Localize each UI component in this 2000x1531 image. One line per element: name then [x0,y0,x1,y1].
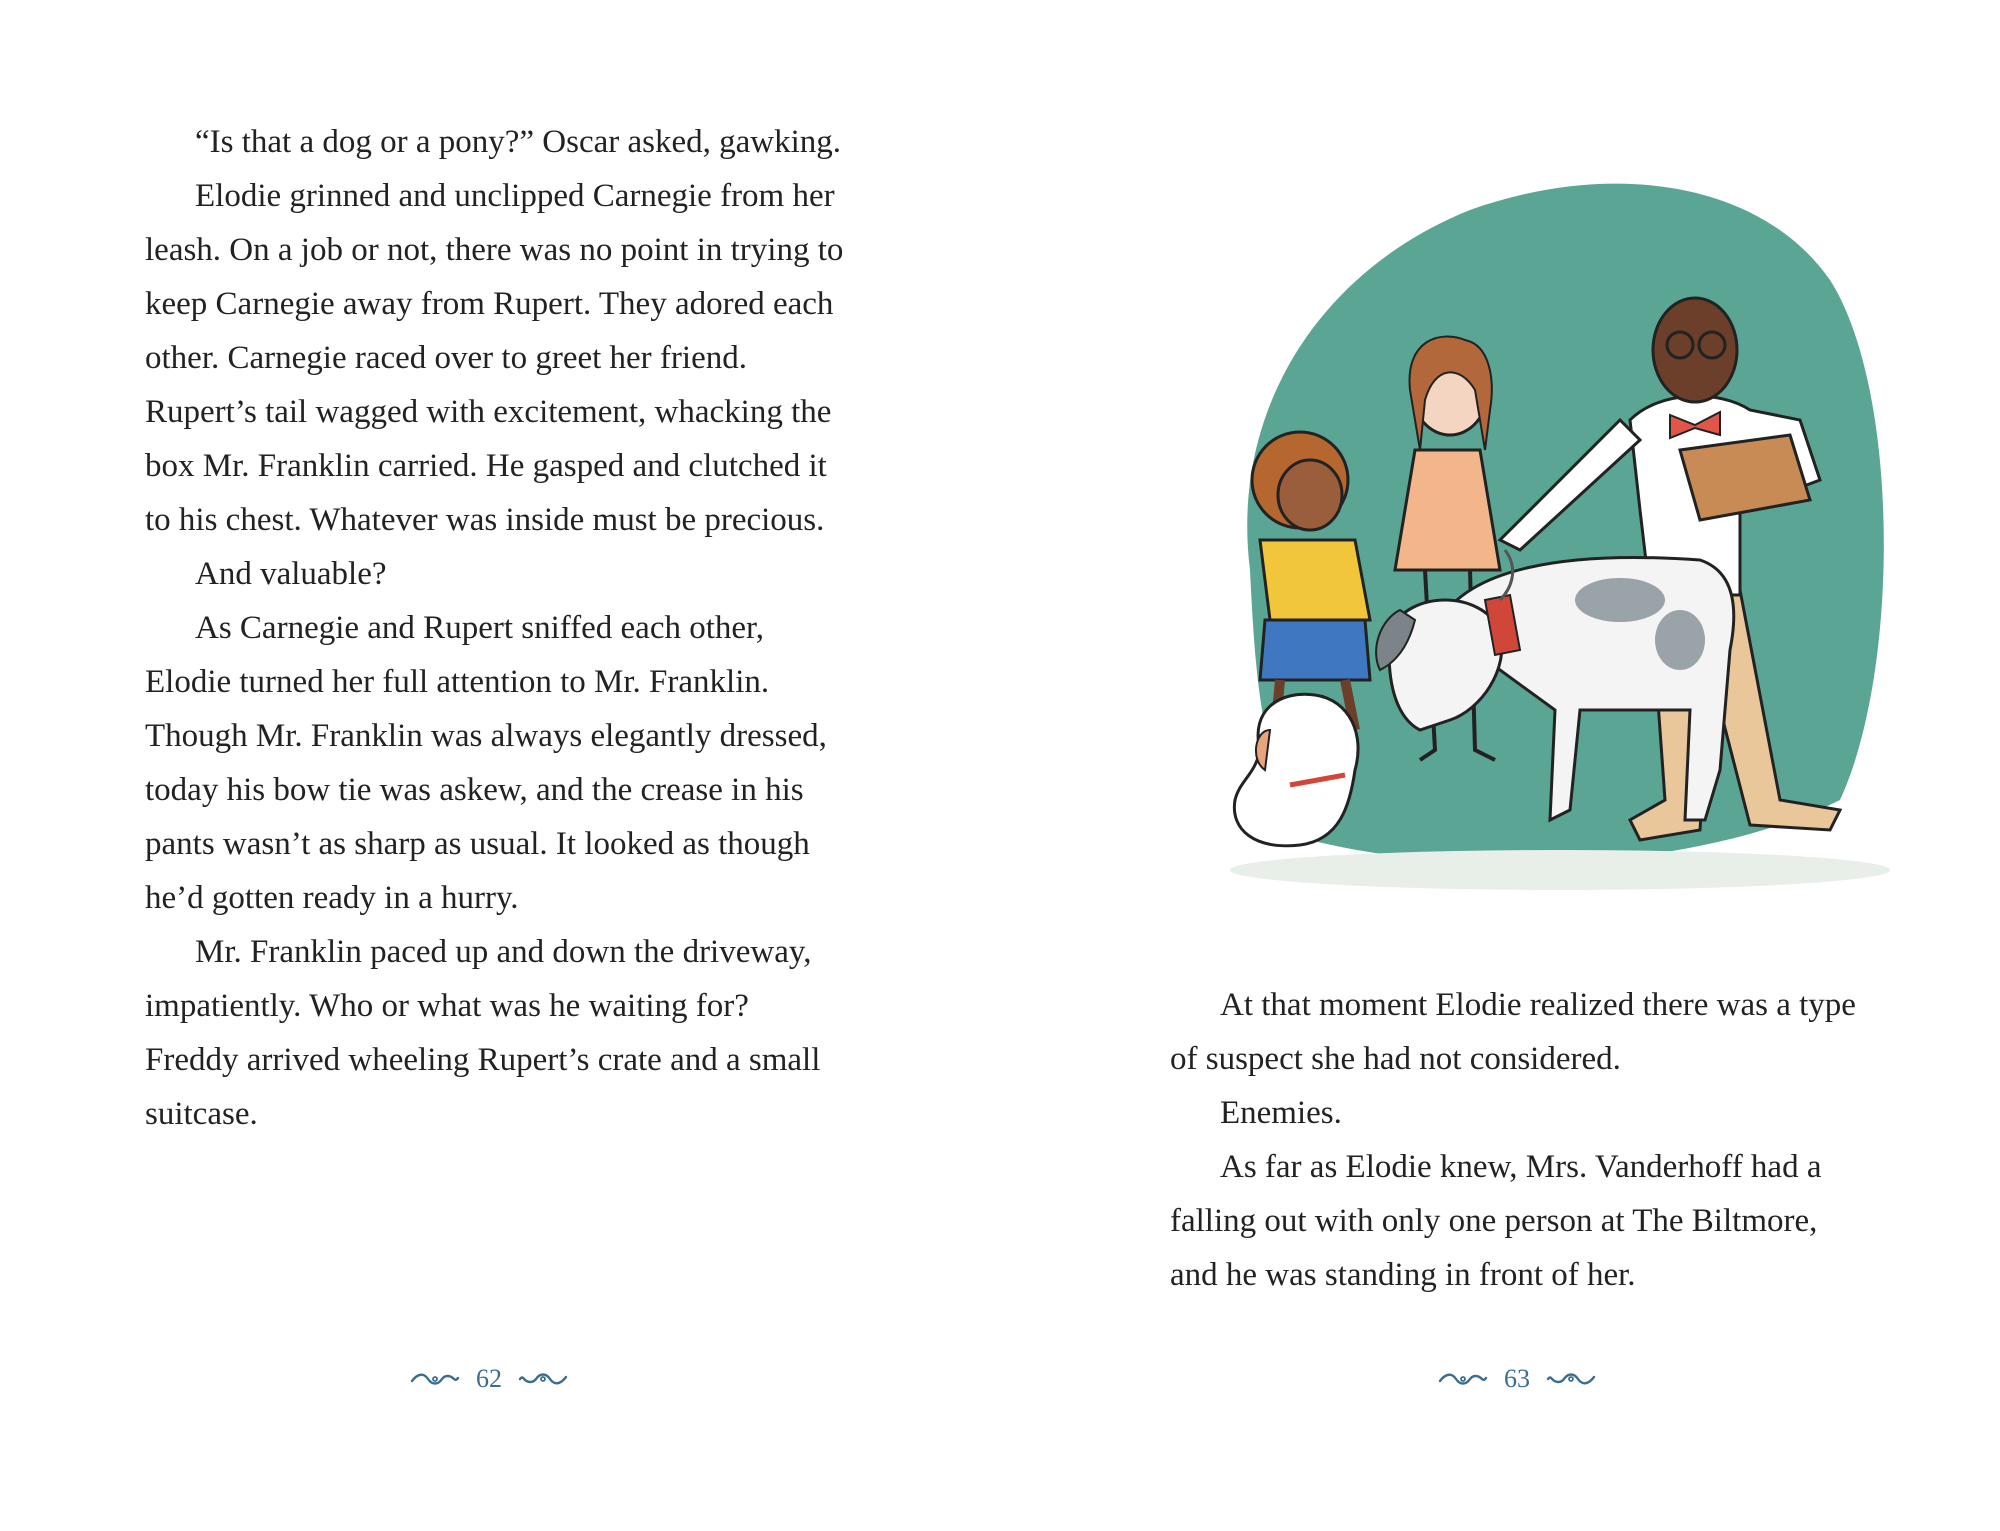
left-page-text [145,115,845,1141]
paragraph: At that moment Elodie realized there was a type of suspect she had not considered. [1170,987,1856,1077]
girl-dress-shape [1395,450,1500,570]
right-page-text [1170,978,1870,1302]
paragraph: As Carnegie and Rupert sniffed each other, Elodie turned her full attention to Mr. Franklin. Though Mr. Franklin was always elegantly dressed, today his bow tie was askew, and the crease in his pants wasn’t as sharp as usual. It looked as though he’d gotten ready in a hurry. [145,610,827,916]
page-number: 63 [1504,1364,1530,1393]
paragraph: Elodie grinned and unclipped Carnegie from her leash. On a job or not, there was no point in trying to keep Carnegie away from Rupert. They adored each other. Carnegie raced over to greet her friend. Rupert’s tail wagged with excitement, whacking the box Mr. Franklin carried. He gasped and clutched it to his chest. Whatever was inside must be precious. [145,178,844,538]
paragraph: As far as Elodie knew, Mrs. Vanderhoff had a falling out with only one person at The Biltmore, and he was standing in front of her. [1170,1149,1822,1293]
flourish-left-icon [1438,1369,1488,1389]
big-dog-spot-shape [1655,610,1705,670]
flourish-right-icon [1546,1369,1596,1389]
big-dog-spot-shape [1575,578,1665,622]
paragraph: Mr. Franklin paced up and down the driveway, impatiently. Who or what was he waiting for? Freddy arrived wheeling Rupert’s crate and a small suitcase. [145,934,821,1132]
page-number-folio [410,1364,568,1394]
right-page [1000,0,2000,1531]
story-illustration [1140,150,1920,930]
boy-face-shape [1278,460,1342,530]
flourish-right-icon [518,1369,568,1389]
page-number-folio [1438,1364,1596,1394]
boy-shorts-shape [1260,620,1370,680]
paragraph: And valuable? [195,556,387,592]
page-number: 62 [476,1364,502,1393]
paragraph: “Is that a dog or a pony?” Oscar asked, gawking. [195,124,842,160]
flourish-left-icon [410,1369,460,1389]
ground-shadow-shape [1230,850,1890,890]
boy-shirt-shape [1260,540,1370,620]
paragraph: Enemies. [1220,1095,1342,1131]
small-dog-shape [1234,694,1358,846]
